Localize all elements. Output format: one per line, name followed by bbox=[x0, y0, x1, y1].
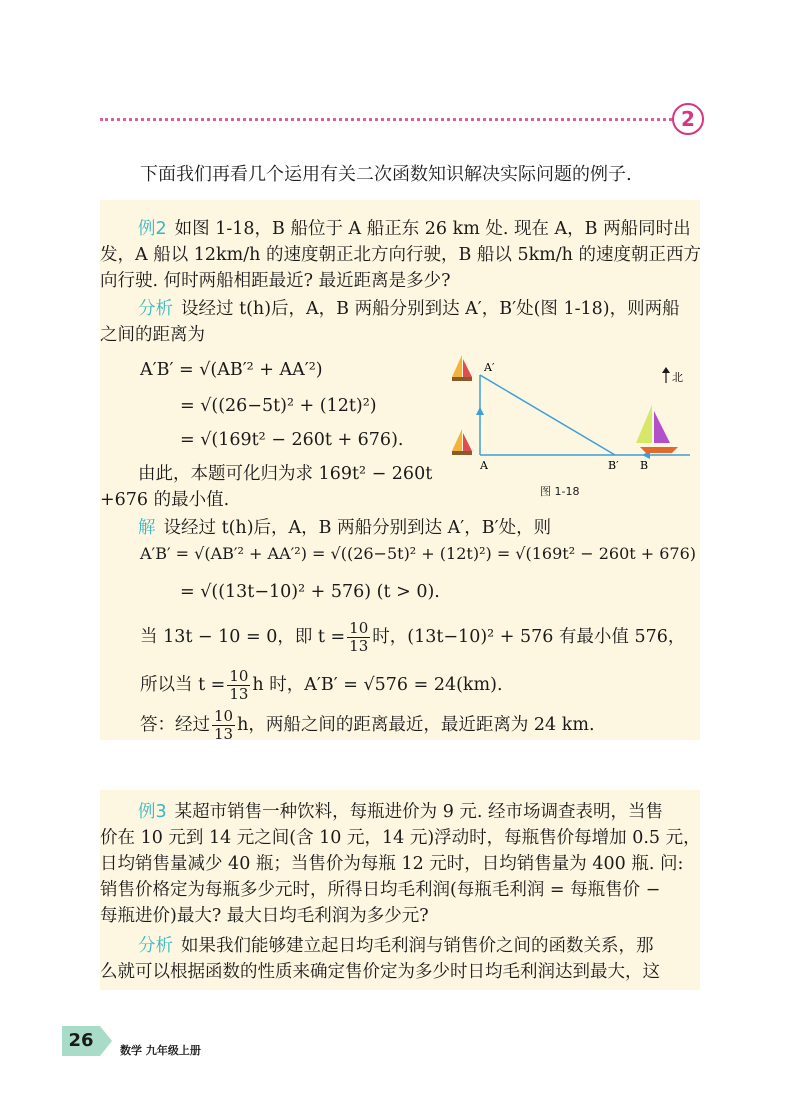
analysis-tag: 分析 bbox=[138, 936, 173, 956]
solution-equation-2: = √((13t−10)² + 576) (t > 0). bbox=[180, 582, 440, 602]
fraction: $\frac{10}{13}$ bbox=[229, 667, 249, 703]
label-b-prime: B′ bbox=[608, 459, 619, 472]
chapter-badge: 2 bbox=[672, 103, 704, 135]
reduce-line2: +676 的最小值. bbox=[100, 490, 230, 510]
sailboat-a-icon bbox=[452, 429, 472, 455]
fraction: $\frac{10}{13}$ bbox=[214, 707, 234, 743]
example3-line3: 日均销售量减少 40 瓶；当售价为每瓶 12 元时，日均销售量为 400 瓶. 问: bbox=[100, 854, 684, 874]
label-b: B bbox=[640, 459, 649, 472]
when-line: 当 13t − 10 = 0，即 t = $\frac{10}{13}$ 时，(13t−10)² + 576 有最小值 576， bbox=[140, 619, 686, 655]
intro-text: 下面我们再看几个运用有关二次函数知识解决实际问题的例子. bbox=[140, 164, 632, 185]
example3-analysis-line2: 么就可以根据函数的性质来确定售价定为多少时日均毛利润达到最大，这 bbox=[100, 962, 660, 982]
fraction: $\frac{10}{13}$ bbox=[349, 619, 369, 655]
example3-line1: 例3 某超市销售一种饮料，每瓶进价为 9 元. 经市场调查表明，当售 bbox=[138, 802, 664, 822]
north-arrow-head bbox=[476, 407, 484, 415]
example3-analysis-line1: 分析 如果我们能够建立起日均毛利润与销售价之间的函数关系，那 bbox=[138, 936, 654, 956]
sailboat-b-icon bbox=[636, 405, 678, 453]
page-number: 26 bbox=[62, 1026, 100, 1056]
example3-line4: 销售价格定为每瓶多少元时，所得日均毛利润(每瓶毛利润 = 每瓶售价 − bbox=[100, 880, 661, 900]
equation-3: = √(169t² − 260t + 676). bbox=[180, 430, 404, 450]
figure-caption: 图 1-18 bbox=[540, 485, 580, 498]
analysis-tag: 分析 bbox=[138, 299, 173, 319]
example2-problem-line1: 例2 如图 1-18，B 船位于 A 船正东 26 km 处. 现在 A，B 两船同时出 bbox=[138, 219, 691, 239]
header-dotted-rule bbox=[100, 118, 672, 121]
answer-line: 答：经过 $\frac{10}{13}$ h，两船之间的距离最近，最近距离为 24 km. bbox=[140, 707, 595, 743]
example3-line2: 价在 10 元到 14 元之间(含 10 元，14 元)浮动时，每瓶售价每增加 0.5 元， bbox=[100, 828, 701, 848]
footer-notch bbox=[100, 1026, 112, 1056]
so-line: 所以当 t = $\frac{10}{13}$ h 时，A′B′ = √576 = 24(km). bbox=[140, 667, 503, 703]
north-label: 北 bbox=[672, 371, 683, 384]
sailboat-a-prime-icon bbox=[452, 355, 472, 381]
example2-problem-line3: 向行驶. 何时两船相距最近? 最近距离是多少? bbox=[100, 271, 451, 291]
label-a-prime: A′ bbox=[484, 361, 495, 374]
example2-tag: 例2 bbox=[138, 219, 167, 239]
solution-line1: 解 设经过 t(h)后，A，B 两船分别到达 A′，B′处，则 bbox=[138, 518, 552, 538]
solution-equation-1: A′B′ = √(AB′² + AA′²) = √((26−5t)² + (12t)²) = √(169t² − 260t + 676) bbox=[140, 544, 697, 563]
example2-problem-line2: 发，A 船以 12km/h 的速度朝正北方向行驶，B 船以 5km/h 的速度朝正西方 bbox=[100, 245, 702, 265]
equation-1: A′B′ = √(AB′² + AA′²) bbox=[140, 360, 323, 380]
example2-analysis-line2: 之间的距离为 bbox=[100, 325, 205, 345]
equation-2: = √((26−5t)² + (12t)²) bbox=[180, 396, 377, 416]
example3-line5: 每瓶进价)最大? 最大日均毛利润为多少元? bbox=[100, 906, 429, 926]
reduce-line1: 由此，本题可化归为求 169t² − 260t bbox=[138, 464, 433, 484]
label-a: A bbox=[480, 459, 488, 472]
example2-analysis-line1: 分析 设经过 t(h)后，A，B 两船分别到达 A′，B′处(图 1-18)，则两船 bbox=[138, 299, 680, 319]
example3-tag: 例3 bbox=[138, 802, 167, 822]
example3-block bbox=[100, 790, 700, 990]
solution-tag: 解 bbox=[138, 518, 156, 538]
book-title: 数学 九年级上册 bbox=[120, 1044, 201, 1057]
figure-1-18 bbox=[440, 355, 700, 495]
distance-line bbox=[480, 375, 615, 455]
